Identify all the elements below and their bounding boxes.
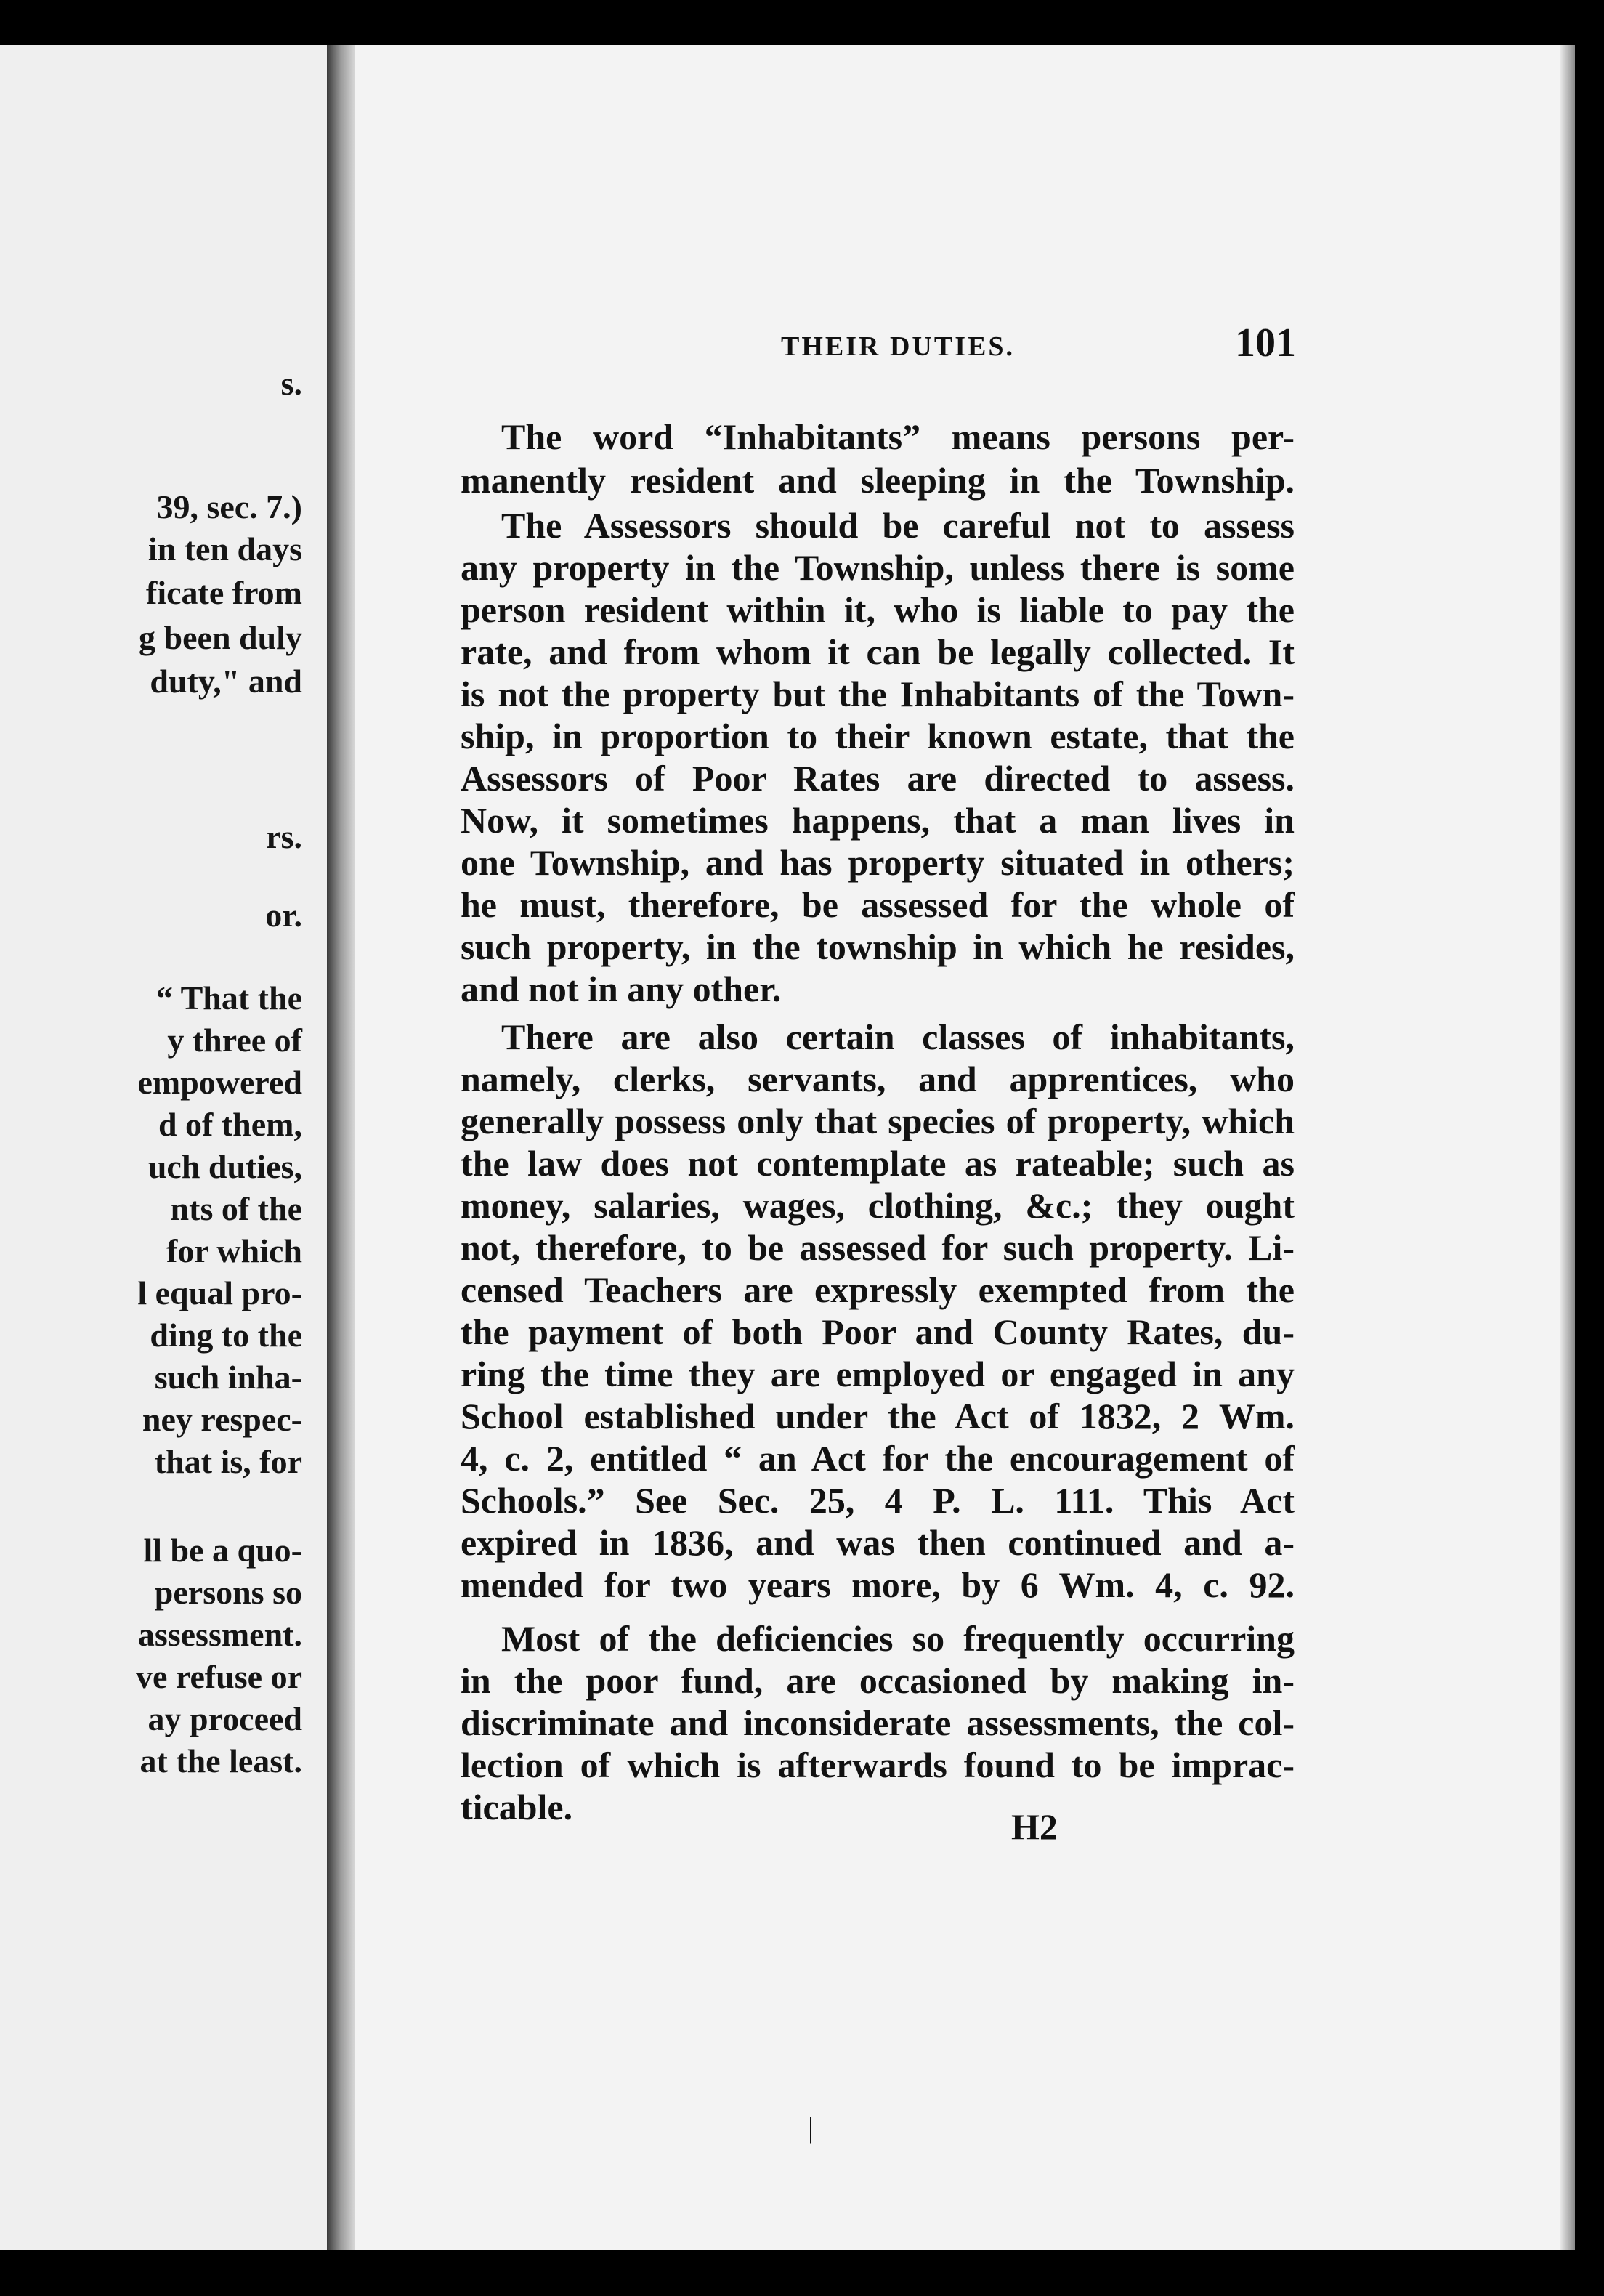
printer-mark: | — [808, 2111, 814, 2144]
text-line: School established under the Act of 1832, 2 Wm. — [461, 1396, 1295, 1436]
text-line: in the poor fund, are occasioned by making in- — [461, 1660, 1295, 1701]
left-page-fragment: ay proceed — [147, 1700, 302, 1737]
text-line: Assessors of Poor Rates are directed to assess. — [461, 758, 1295, 799]
left-page-fragment: ve refuse or — [135, 1658, 302, 1695]
left-page-fragment: ney respec- — [142, 1401, 302, 1438]
text-line: manently resident and sleeping in the Township. — [461, 460, 1295, 501]
left-page-fragment: ll be a quo- — [143, 1532, 302, 1569]
text-line: not, therefore, to be assessed for such property. Li- — [461, 1227, 1295, 1268]
left-page-fragment: or. — [265, 897, 302, 934]
text-line: rate, and from whom it can be legally collected. It — [461, 631, 1295, 672]
text-line: ticable. — [461, 1787, 573, 1827]
left-page-fragment: assessment. — [137, 1616, 302, 1653]
text-line: person resident within it, who is liable to pay the — [461, 589, 1295, 630]
text-line: the payment of both Poor and County Rates, du- — [461, 1311, 1295, 1352]
left-page-fragment: empowered — [137, 1064, 302, 1101]
left-page-fragment: s. — [280, 365, 302, 402]
text-line: lection of which is afterwards found to be imprac- — [461, 1745, 1295, 1785]
text-line: Now, it sometimes happens, that a man lives in — [461, 800, 1295, 841]
text-line: the law does not contemplate as rateable; such as — [461, 1143, 1295, 1184]
text-line: namely, clerks, servants, and apprentices, who — [461, 1059, 1295, 1099]
running-head: THEIR DUTIES. — [781, 331, 1015, 362]
left-page-fragment: g been duly — [139, 619, 302, 656]
text-line: generally possess only that species of property, which — [461, 1101, 1295, 1141]
text-line: The Assessors should be careful not to assess — [501, 505, 1295, 546]
text-line: ship, in proportion to their known estate, that the — [461, 716, 1295, 756]
signature-mark: H2 — [1011, 1806, 1058, 1847]
left-page — [0, 45, 327, 2250]
text-line: is not the property but the Inhabitants of the Town- — [461, 674, 1295, 714]
text-line: and not in any other. — [461, 969, 782, 1009]
left-page-fragment: ding to the — [150, 1317, 302, 1354]
page-number: 101 — [1235, 320, 1296, 365]
left-page-fragment: such inha- — [154, 1359, 302, 1396]
text-line: The word “Inhabitants” means persons per- — [501, 416, 1295, 457]
left-page-fragment: 39, sec. 7.) — [156, 488, 302, 525]
left-page-fragment: rs. — [266, 818, 302, 855]
left-page-fragment: in ten days — [147, 530, 302, 567]
text-line: expired in 1836, and was then continued and a- — [461, 1522, 1295, 1563]
text-line: mended for two years more, by 6 Wm. 4, c. 92. — [461, 1564, 1295, 1605]
left-page-fragment: duty," and — [150, 663, 302, 700]
text-line: money, salaries, wages, clothing, &c.; they ought — [461, 1185, 1295, 1226]
text-line: discriminate and inconsiderate assessments, the col- — [461, 1702, 1295, 1743]
left-page-fragment: nts of the — [170, 1190, 302, 1227]
left-page-fragment: for which — [166, 1232, 302, 1269]
text-line: ring the time they are employed or engaged in any — [461, 1354, 1295, 1394]
page-edge — [1560, 45, 1575, 2250]
left-page-fragment: d of them, — [158, 1106, 302, 1143]
text-line: 4, c. 2, entitled “ an Act for the encouragement of — [461, 1438, 1295, 1479]
book-gutter — [327, 45, 355, 2250]
text-line: any property in the Township, unless there is some — [461, 547, 1295, 588]
text-line: There are also certain classes of inhabitants, — [501, 1016, 1295, 1057]
left-page-fragment: persons so — [154, 1574, 302, 1611]
left-page-fragment: at the least. — [139, 1742, 302, 1779]
left-page-fragment: uch duties, — [147, 1148, 302, 1185]
left-page-fragment: y three of — [167, 1022, 302, 1059]
text-line: Schools.” See Sec. 25, 4 P. L. 111. This Act — [461, 1480, 1295, 1521]
left-page-fragment: ficate from — [146, 574, 302, 611]
left-page-fragment: l equal pro- — [137, 1274, 302, 1311]
text-line: he must, therefore, be assessed for the whole of — [461, 884, 1295, 925]
text-line: Most of the deficiencies so frequently occurring — [501, 1618, 1295, 1659]
text-line: one Township, and has property situated in others; — [461, 842, 1295, 883]
text-line: censed Teachers are expressly exempted from the — [461, 1269, 1295, 1310]
left-page-fragment: “ That the — [155, 979, 302, 1016]
left-page-fragment: that is, for — [154, 1443, 302, 1480]
text-line: such property, in the township in which he resides, — [461, 926, 1295, 967]
